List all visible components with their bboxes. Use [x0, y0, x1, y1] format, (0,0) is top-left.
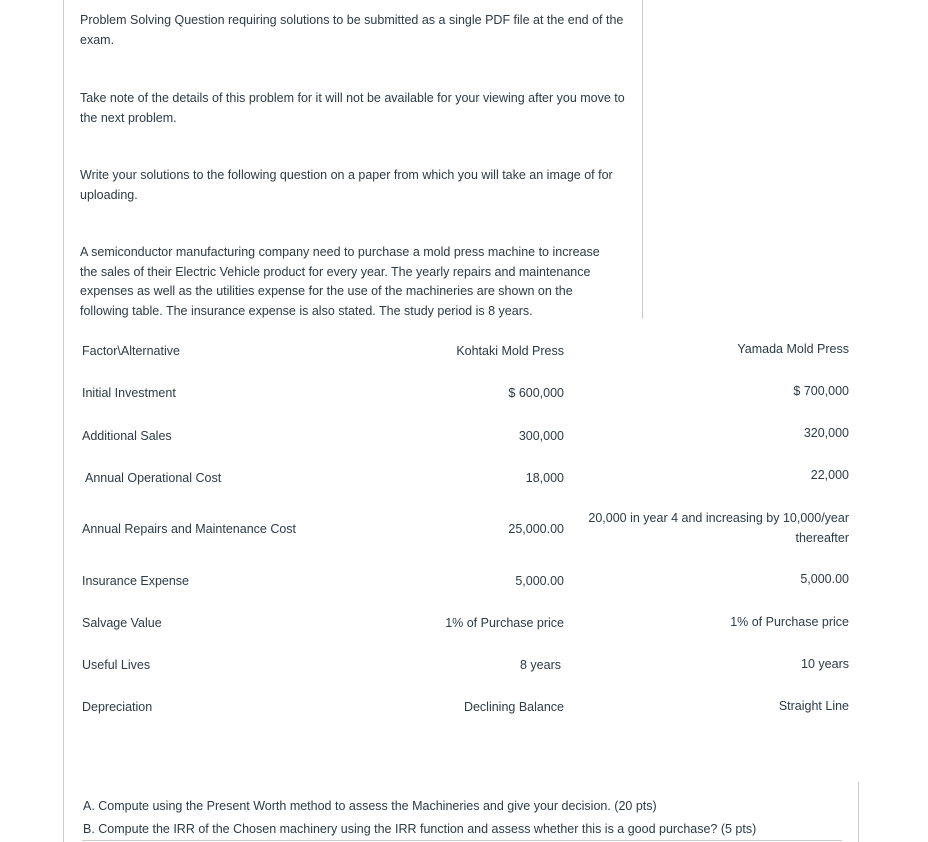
- table-cell-yamada: 5,000.00: [800, 572, 849, 586]
- table-row-factor: Annual Repairs and Maintenance Cost: [82, 522, 297, 536]
- table-cell-yamada: 10 years: [801, 657, 849, 671]
- table-cell-yamada: $ 700,000: [793, 384, 849, 398]
- table-row-factor: Annual Operational Cost: [85, 471, 222, 485]
- table-header-kohtaki: Kohtaki Mold Press: [456, 344, 564, 358]
- table-row-factor: Useful Lives: [82, 658, 151, 672]
- instruction-paragraph: Take note of the details of this problem for it will not be available for your viewing after you move to the next problem.: [80, 91, 625, 125]
- table-row-factor: Initial Investment: [82, 386, 176, 400]
- bottom-divider: [82, 840, 842, 841]
- table-cell-kohtaki: Declining Balance: [463, 700, 564, 714]
- table-cell-kohtaki: 25,000.00: [508, 522, 564, 536]
- questions-right-border: [858, 782, 859, 842]
- table-row-factor: Insurance Expense: [82, 574, 190, 588]
- table-cell-yamada: 320,000: [803, 426, 849, 440]
- table-cell-yamada: 22,000: [810, 468, 849, 482]
- content-left-border: [63, 0, 64, 842]
- question-a: A. Compute using the Present Worth method to assess the Machineries and give your decision. (20 pts): [83, 799, 657, 813]
- table-cell-yamada: Straight Line: [778, 699, 849, 713]
- table-cell-kohtaki: $ 600,000: [508, 386, 564, 400]
- instruction-paragraph: Write your solutions to the following question on a paper from which you will take an image of for uploading.: [80, 168, 613, 202]
- table-row-factor: Depreciation: [82, 700, 153, 714]
- table-cell-yamada: 1% of Purchase price: [730, 615, 849, 629]
- content-right-border: [642, 0, 643, 319]
- question-b: B. Compute the IRR of the Chosen machinery using the IRR function and assess whether this is a good purchase? (5 pts): [83, 822, 757, 836]
- table-cell-kohtaki: 5,000.00: [515, 574, 564, 588]
- table-cell-kohtaki: 300,000: [518, 429, 564, 443]
- table-row-factor: Additional Sales: [82, 429, 172, 443]
- table-cell-kohtaki: 18,000: [525, 471, 564, 485]
- table-cell-yamada: 20,000 in year 4 and increasing by 10,000/year thereafter: [588, 511, 849, 545]
- problem-statement: A semiconductor manufacturing company need to purchase a mold press machine to increase the sales of their Electric Vehicle product for every year. The yearly repairs and maintenance expenses as well as the utilities expense for the use of the machineries are shown on the following table. The insurance expense is also stated. The study period is 8 years.: [80, 245, 600, 318]
- table-cell-kohtaki: 1% of Purchase price: [445, 616, 564, 630]
- instruction-paragraph: Problem Solving Question requiring solutions to be submitted as a single PDF file at the end of the exam.: [80, 13, 624, 47]
- table-header-yamada: Yamada Mold Press: [737, 342, 849, 356]
- table-cell-kohtaki: 8 years: [520, 658, 561, 672]
- table-row-factor: Salvage Value: [82, 616, 162, 630]
- table-header-factor: Factor\Alternative: [82, 344, 180, 358]
